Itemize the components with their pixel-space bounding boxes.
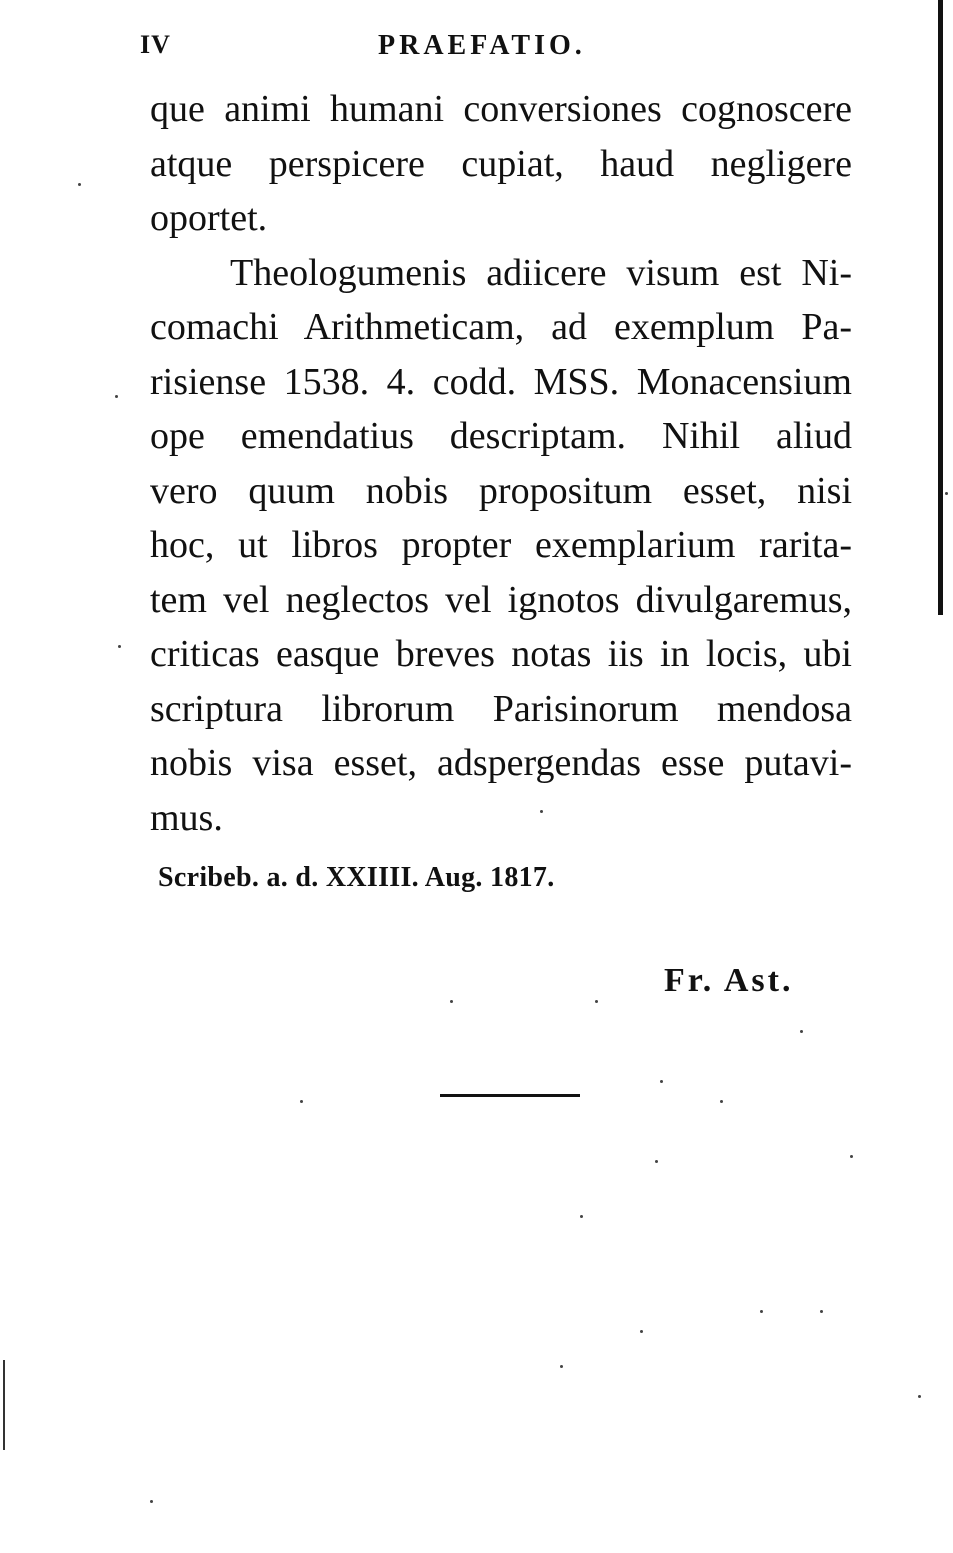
scan-speck: [78, 183, 81, 186]
page-edge-shadow: [938, 0, 943, 615]
scan-speck: [655, 1160, 658, 1163]
scan-speck: [720, 1100, 723, 1103]
scan-speck: [580, 1215, 583, 1218]
preface-text: [150, 82, 852, 845]
running-title: PRAEFATIO.: [378, 30, 586, 61]
scan-speck: [660, 1080, 663, 1083]
scan-speck: [850, 1155, 853, 1158]
author-signature: Fr. Ast.: [664, 962, 794, 999]
text-line: tem vel neglectos vel ignotos divulgaremus,: [150, 578, 852, 621]
closing-rule: [440, 1094, 580, 1097]
scan-speck: [820, 1310, 823, 1313]
text-line: nobis visa esset, adspergendas esse putavi-: [150, 742, 852, 784]
text-line: vero quum nobis propositum esset, nisi: [150, 469, 852, 512]
text-line: oportet.: [150, 197, 268, 239]
text-line: criticas easque breves notas iis in locis, ubi: [150, 633, 852, 675]
scan-speck: [640, 1330, 643, 1333]
text-line: mus.: [150, 796, 223, 839]
scan-speck: [800, 1030, 803, 1033]
text-line: risiense 1538. 4. codd. MSS. Monacensium: [150, 360, 852, 403]
scan-speck: [945, 492, 948, 495]
scan-speck: [150, 1500, 153, 1503]
scan-speck: [560, 1365, 563, 1368]
scan-speck: [760, 1310, 763, 1313]
scan-speck: [118, 645, 121, 648]
page-edge-mark: [3, 1360, 5, 1450]
page-header: [140, 30, 860, 70]
text-line: ope emendatius descriptam. Nihil aliud: [150, 415, 852, 457]
text-line: hoc, ut libros propter exemplarium rarita-: [150, 524, 852, 566]
scan-speck: [115, 395, 118, 398]
paragraph-first-line: Theologumenis adiicere visum est Ni-: [230, 251, 852, 294]
text-line: comachi Arithmeticam, ad exemplum Pa-: [150, 306, 852, 348]
scan-speck: [595, 1000, 598, 1003]
scan-speck: [540, 810, 543, 813]
scan-speck: [450, 1000, 453, 1003]
scan-speck: [918, 1395, 921, 1398]
text-line: scriptura librorum Parisinorum mendosa: [150, 687, 852, 730]
scan-speck: [300, 1100, 303, 1103]
dateline: Scribeb. a. d. XXIIII. Aug. 1817.: [158, 862, 555, 893]
text-line: atque perspicere cupiat, haud negligere: [150, 142, 852, 185]
page-number: IV: [140, 30, 171, 59]
text-line: que animi humani conversiones cognoscere: [150, 88, 852, 130]
